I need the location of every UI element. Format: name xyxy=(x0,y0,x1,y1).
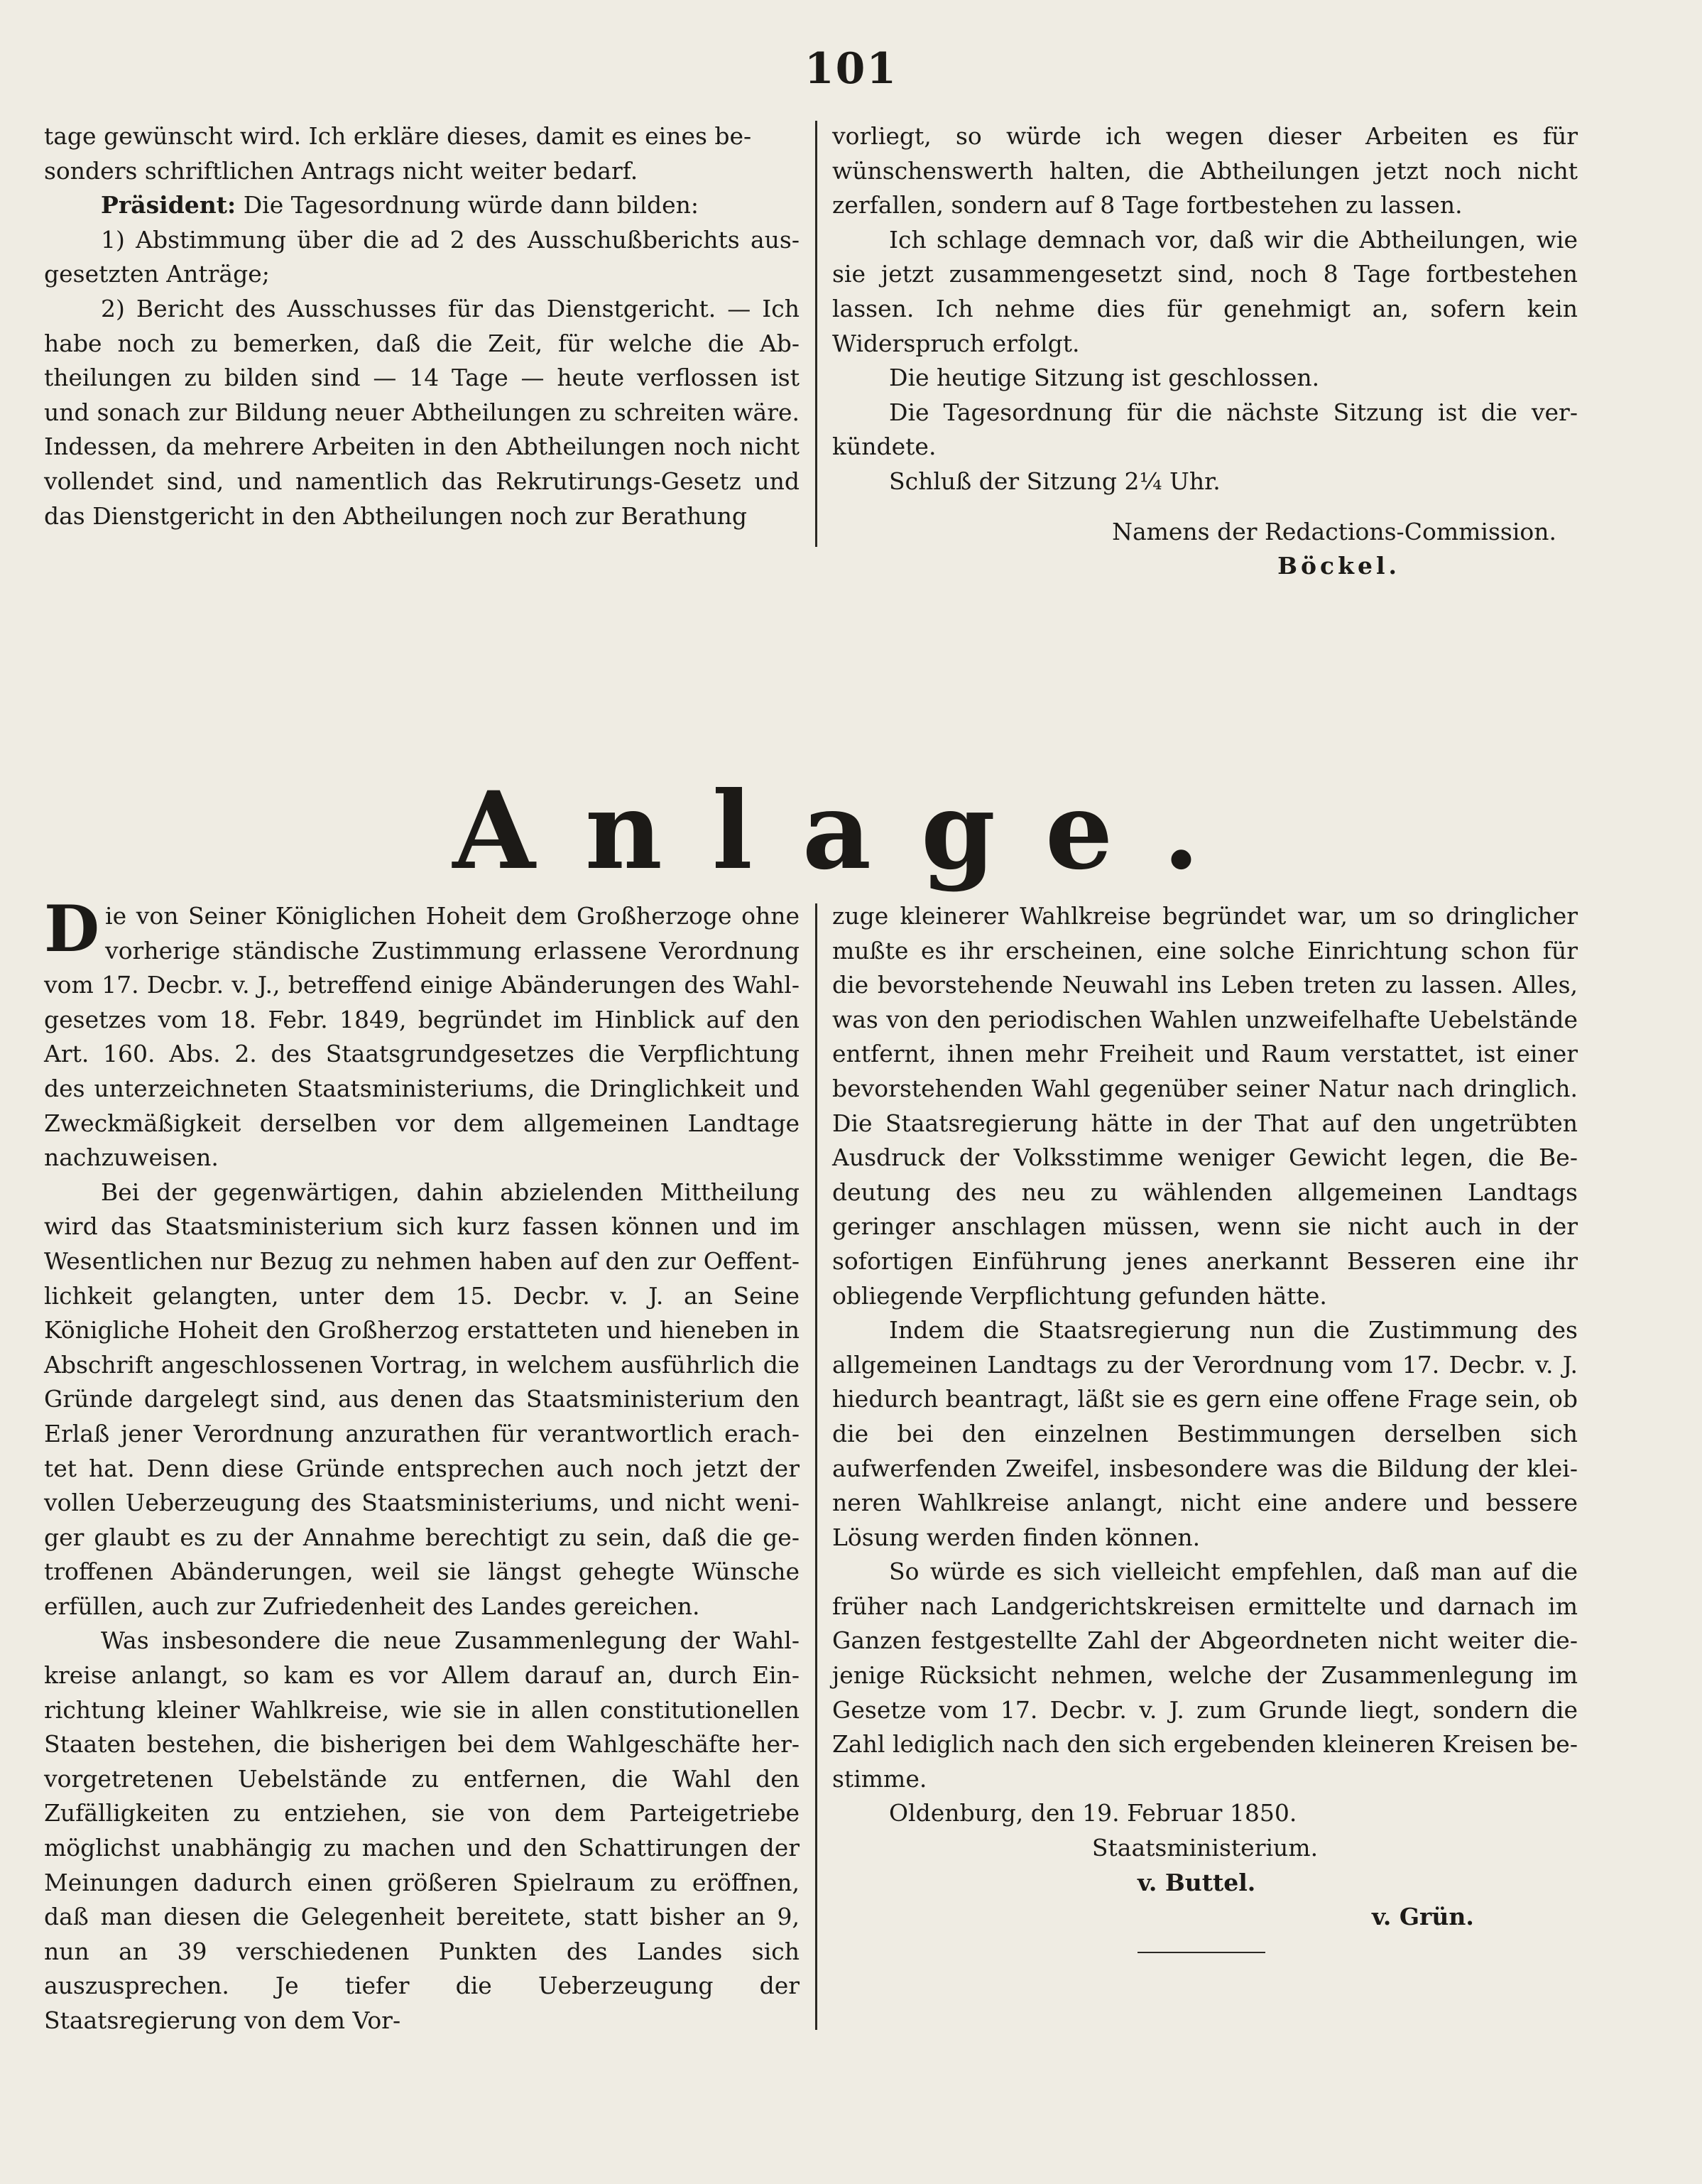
paragraph: Bei der gegenwärtigen, dahin abzielenden Mittheilung wird das Staatsministerium sich kurz fassen können und im Wesentlichen nur Bezug zu nehmen haben auf den zur Oeffentlichkeit gelangten, unter dem 15. Decbr. v. J. an Seine Königliche Hoheit den Großherzog erstatteten und hieneben in Abschrift angeschlossenen Vortrag, in welchem ausführlich die Gründe dargelegt sind, aus denen das Staatsministerium den Erlaß jener Verordnung anzurathen für verantwortlich erachtet hat. Denn diese Gründe entsprechen auch noch jetzt der vollen Ueberzeugung des Staatsministeriums, und nicht weniger glaubt es zu der Annahme berechtigt zu sein, daß die getroffenen Abänderungen, weil sie längst gehegte Wünsche erfüllen, auch zur Zufriedenheit des Landes gereichen. xyxy=(44,1178,800,1620)
commission-line: Namens der Redactions-Commission. xyxy=(1112,517,1556,545)
signer: v. Grün. xyxy=(1372,1903,1474,1931)
paragraph-text: Die Tagesordnung würde dann bilden: xyxy=(243,191,699,219)
paragraph: Was insbesondere die neue Zusammenlegung der Wahlkreise anlangt, so kam es vor Allem darauf an, durch Einrichtung kleiner Wahlkreise, wie sie in allen constitutionellen Staaten bestehen, die bisherigen bei dem Wahlgeschäfte hervorgetretenen Uebelstände zu entfernen, die Wahl den Zufälligkeiten zu entziehen, sie von dem Parteigetriebe möglichst unabhängig zu machen und den Schattirungen der Meinungen dadurch einen größeren Spielraum zu eröffnen, daß man diesen die Gelegenheit bereitete, statt bisher an 9, nun an 39 verschiedenen Punkten des Landes sich auszusprechen. Je tiefer die Ueberzeugung der Staatsregierung von dem Vor- xyxy=(44,1626,800,2034)
top-left-column xyxy=(44,119,800,533)
paragraph: zuge kleinerer Wahlkreise begründet war, um so dringlicher mußte es ihr erscheinen, eine solche Einrichtung schon für die bevorstehende Neuwahl ins Leben treten zu lassen. Alles, was von den periodischen Wahlen unzweifelhafte Uebelstände entfernt, ihnen mehr Freiheit und Raum verstattet, ist einer bevorstehenden Wahl gegenüber seiner Natur nach dringlich. Die Staatsregierung hätte in der That auf den ungetrübten Ausdruck der Volksstimme weniger Gewicht legen, die Bedeutung des neu zu wählenden allgemeinen Landtags geringer anschlagen müssen, wenn sie nicht auch in der sofortigen Einführung jenes anerkannt Besseren eine ihr obliegende Verpflichtung gefunden hätte. xyxy=(832,902,1578,1310)
page-number: 101 xyxy=(804,44,898,94)
bottom-left-column xyxy=(44,891,800,2038)
paragraph xyxy=(44,891,800,1175)
column-divider xyxy=(815,903,817,2030)
president-label: Präsident: xyxy=(101,191,236,219)
paragraph: So würde es sich vielleicht empfehlen, daß man auf die früher nach Landgerichtskreisen ermittelte und darnach im Ganzen festgestellte Zahl der Abgeordneten nicht weiter diejenige Rücksicht nehmen, welche der Zusammenlegung im Gesetze vom 17. Decbr. v. J. zum Grunde liegt, sondern die Zahl lediglich nach den sich ergebenden kleineren Kreisen bestimme. xyxy=(832,1558,1578,1793)
paragraph: Die heutige Sitzung ist geschlossen. xyxy=(889,364,1320,392)
paragraph: vorliegt, so würde ich wegen dieser Arbeiten es für wünschenswerth halten, die Abtheilungen jetzt noch nicht zerfallen, sondern auf 8 Tage fortbestehen zu lassen. xyxy=(832,122,1578,219)
agenda-item: 1) Abstimmung über die ad 2 des Ausschußberichts ausgesetzten Anträge; xyxy=(44,225,800,288)
bottom-right-column xyxy=(832,899,1578,1953)
text-line: sonders schriftlichen Antrags nicht weiter bedarf. xyxy=(44,156,638,185)
column-divider xyxy=(815,121,817,547)
text-line: tage gewünscht wird. Ich erkläre dieses, damit es eines be- xyxy=(44,122,752,150)
top-right-column xyxy=(832,119,1578,584)
signer: Böckel. xyxy=(1277,552,1400,580)
paragraph-text: ie von Seiner Königlichen Hoheit dem Großherzoge ohne vorherige ständische Zustimmung erlassene Verordnung vom 17. Decbr. v. J., betreffend einige Abänderungen des Wahlgesetzes vom 18. Febr. 1849, begründet im Hinblick auf den Art. 160. Abs. 2. des Staatsgrundgesetzes die Verpflichtung des unterzeichneten Staatsministeriums, die Dringlichkeit und Zweckmäßigkeit derselben vor dem allgemeinen Landtage nachzuweisen. xyxy=(44,902,800,1172)
ministry-label: Staatsministerium. xyxy=(1091,1834,1319,1862)
signer: v. Buttel. xyxy=(1138,1868,1256,1896)
anlage-title: Anlage. xyxy=(452,768,1250,893)
paragraph: Schluß der Sitzung 2¼ Uhr. xyxy=(889,467,1221,495)
place-date: Oldenburg, den 19. Februar 1850. xyxy=(889,1799,1297,1827)
drop-cap: D xyxy=(44,891,100,967)
paragraph xyxy=(44,188,800,223)
agenda-item: 2) Bericht des Ausschusses für das Dienstgericht. — Ich habe noch zu bemerken, daß die Zeit, für welche die Abtheilungen zu bilden sind — 14 Tage — heute verflossen ist und sonach zur Bildung neuer Abtheilungen zu schreiten wäre. Indessen, da mehrere Arbeiten in den Abtheilungen noch nicht vollendet sind, und namentlich das Rekrutirungs-Gesetz und das Dienstgericht in den Abtheilungen noch zur Berathung xyxy=(44,294,800,530)
paragraph: Ich schlage demnach vor, daß wir die Abtheilungen, wie sie jetzt zusammengesetzt sind, noch 8 Tage fortbestehen lassen. Ich nehme dies für genehmigt an, sofern kein Widerspruch erfolgt. xyxy=(832,225,1578,357)
paragraph: Die Tagesordnung für die nächste Sitzung ist die verkündete. xyxy=(832,398,1578,461)
paragraph: Indem die Staatsregierung nun die Zustimmung des allgemeinen Landtags zu der Verordnung vom 17. Decbr. v. J. hiedurch beantragt, läßt sie es gern eine offene Frage sein, ob die bei den einzelnen Bestimmungen derselben sich aufwerfenden Zweifel, insbesondere was die Bildung der kleineren Wahlkreise anlangt, nicht eine andere und bessere Lösung werden finden können. xyxy=(832,1316,1578,1551)
closing-rule xyxy=(1138,1952,1265,1953)
